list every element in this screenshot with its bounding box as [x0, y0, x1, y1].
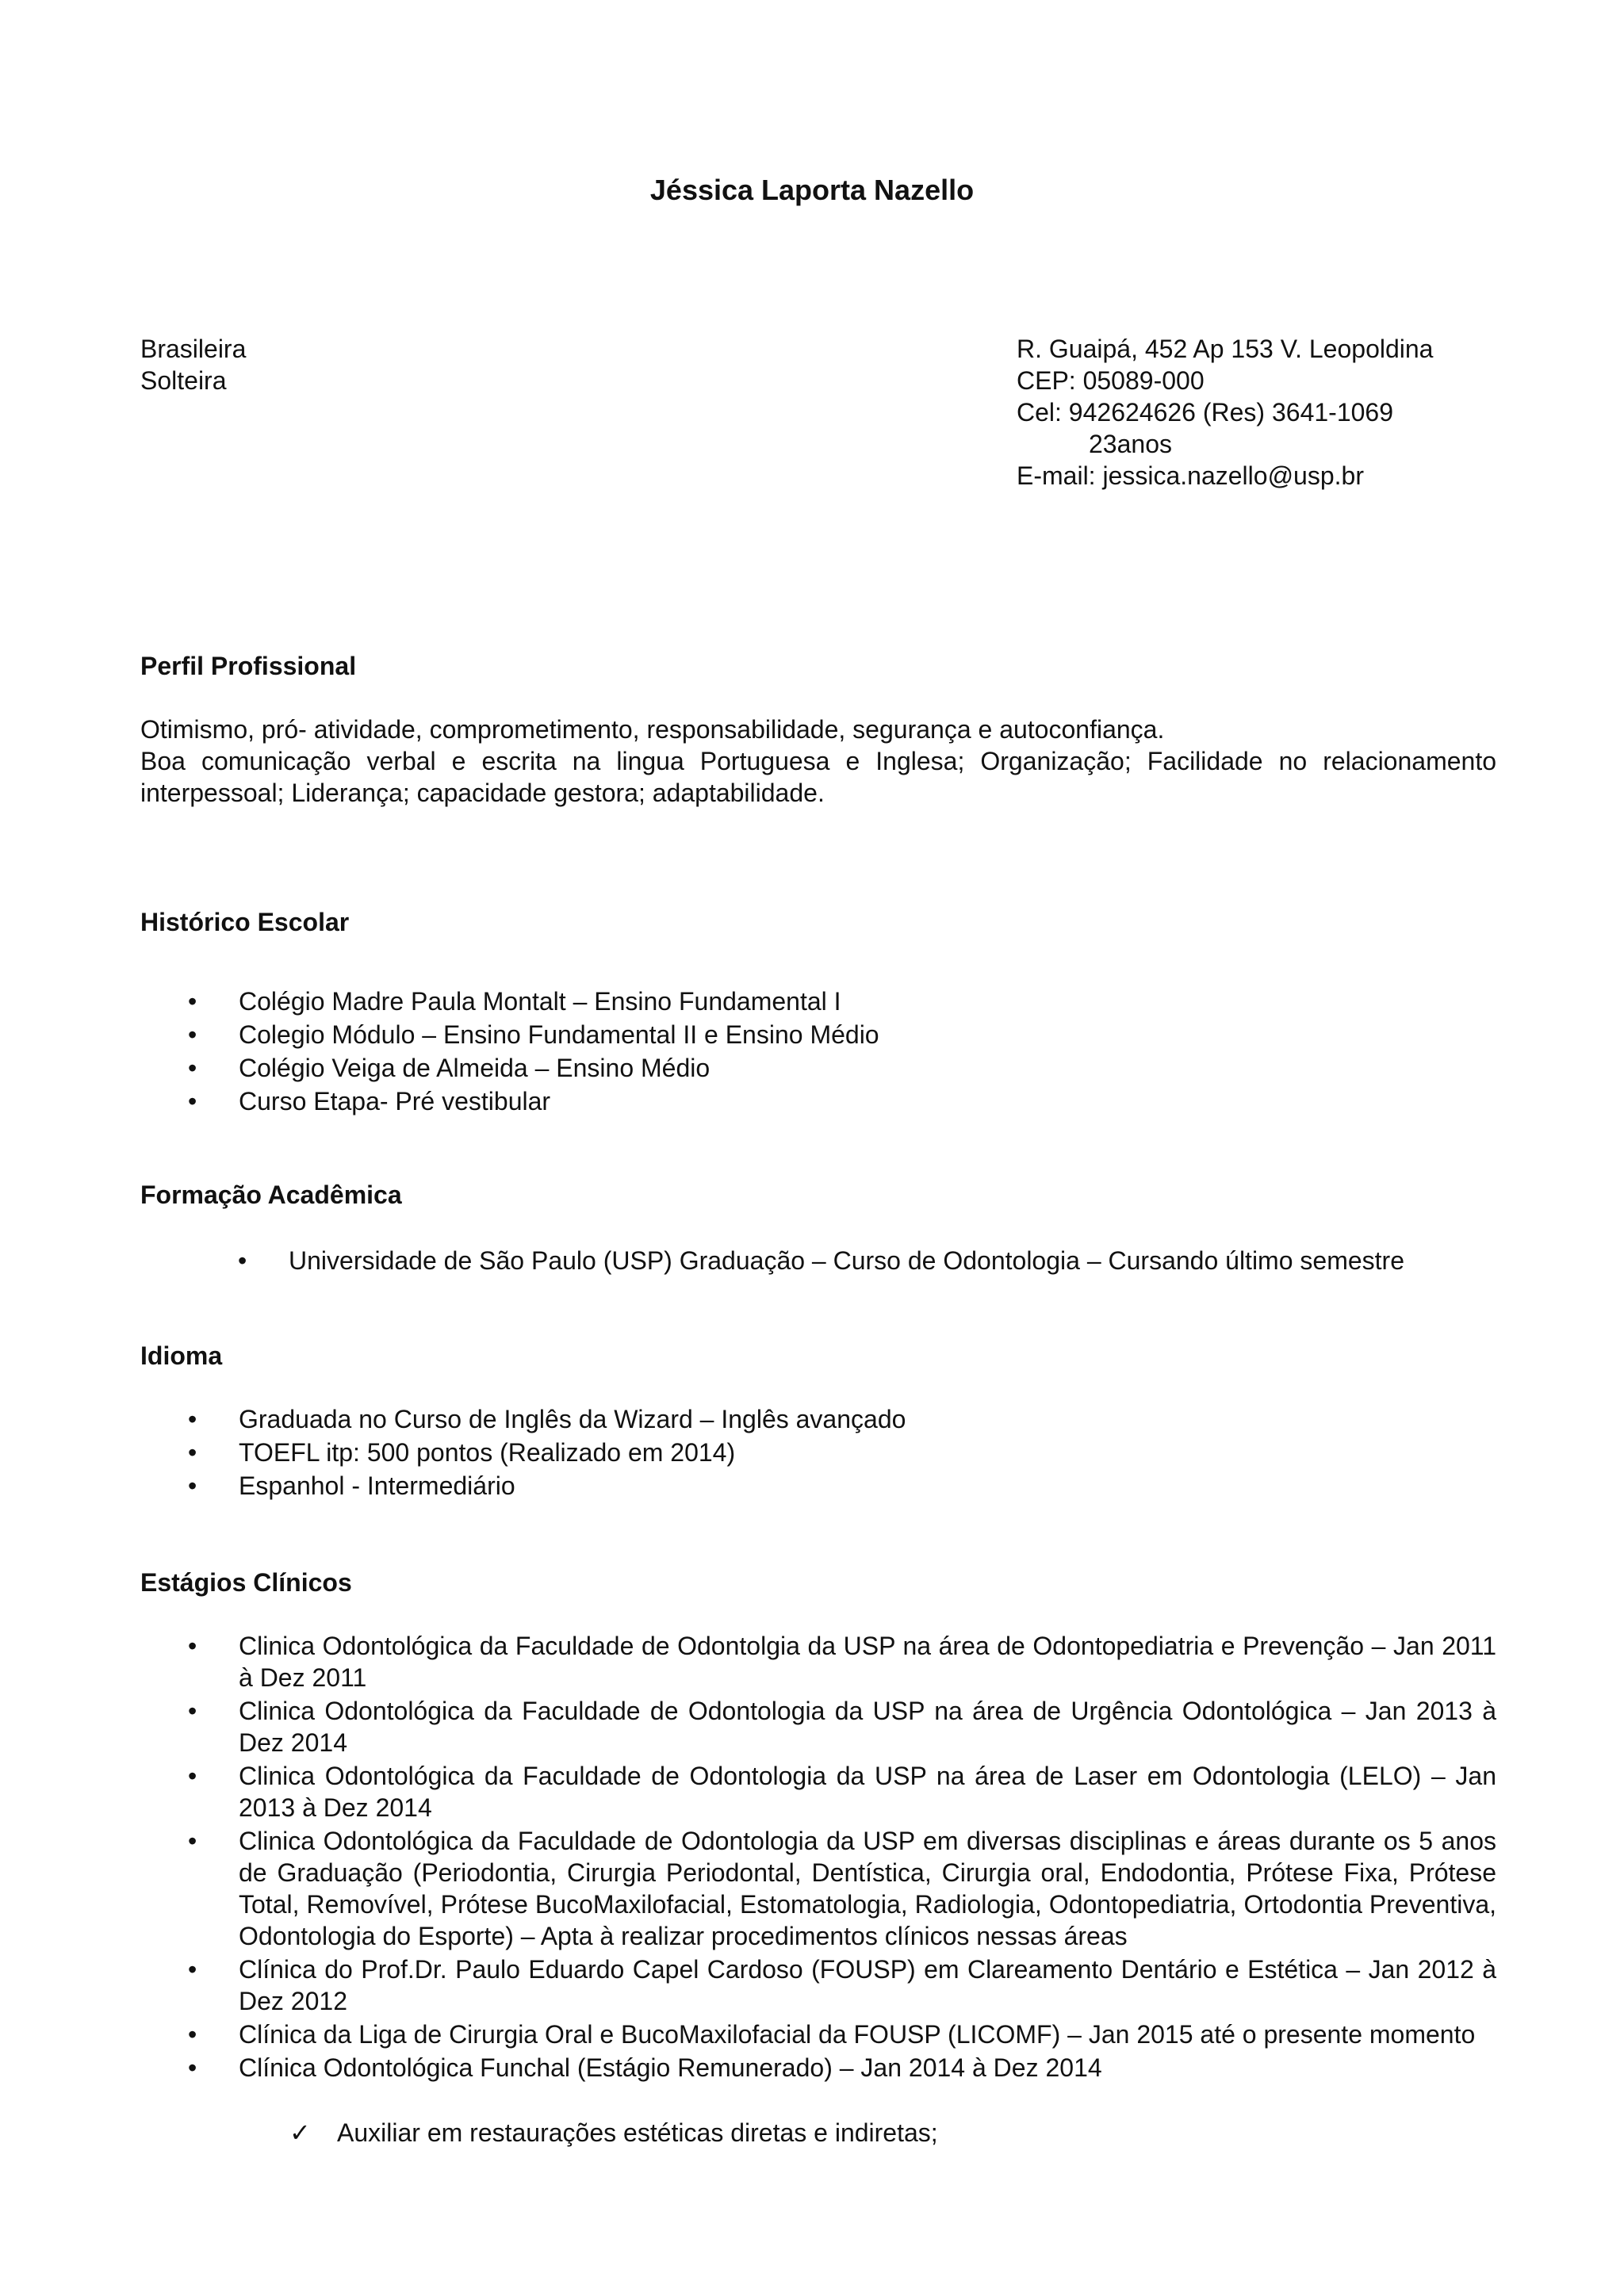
- internships-list: [140, 1630, 1496, 2085]
- bullet-icon: •: [188, 1762, 197, 1790]
- age: 23anos: [1089, 430, 1172, 458]
- list-item: • TOEFL itp: 500 pontos (Realizado em 2014): [188, 1438, 736, 1467]
- internships-heading: Estágios Clínicos: [140, 1568, 352, 1597]
- address: R. Guaipá, 452 Ap 153 V. Leopoldina: [1017, 335, 1434, 363]
- school-list: [140, 985, 1496, 1119]
- subitem-text: Auxiliar em restaurações estéticas diretas e indiretas;: [337, 2118, 938, 2147]
- profile-text: [140, 714, 1496, 809]
- bullet-icon: •: [188, 1697, 197, 1725]
- list-item: • Espanhol - Intermediário: [188, 1471, 515, 1500]
- profile-heading: Perfil Profissional: [140, 652, 357, 680]
- marital-status: Solteira: [140, 366, 227, 395]
- personal-info: [140, 333, 246, 396]
- candidate-name: Jéssica Laporta Nazello: [649, 174, 975, 206]
- list-item: • Clinica Odontológica da Faculdade de Odontologia da USP em diversas disciplinas e áreas durante os 5 anos de Graduação (Periodontia, Cirurgia Periodontal, Dentística, Cirurgia oral, Endodontia, Prótese Fixa, Prótese Total, Removível, Prótese BucoMaxilofacial, Estomatologia, Radiologia, Odontopediatria, Ortodontia Preventiva, Odontologia do Esporte) – Apta à realizar procedimentos clínicos nessas áreas: [188, 1827, 1496, 1950]
- bullet-icon: •: [188, 1405, 197, 1433]
- language-list: [140, 1403, 1496, 1503]
- list-item: • Universidade de São Paulo (USP) Graduação – Curso de Odontologia – Cursando último semestre: [238, 1246, 1404, 1275]
- bullet-icon: •: [188, 1054, 197, 1082]
- bullet-icon: •: [188, 1087, 197, 1115]
- bullet-icon: •: [188, 1438, 197, 1467]
- cep: CEP: 05089-000: [1017, 366, 1205, 395]
- bullet-icon: •: [188, 1955, 197, 1984]
- bullet-icon: •: [188, 1827, 197, 1855]
- bullet-icon: •: [188, 1471, 197, 1500]
- contact-info: [1017, 333, 1433, 492]
- list-item: • Colégio Madre Paula Montalt – Ensino Fundamental I: [188, 987, 841, 1016]
- list-item: • Clinica Odontológica da Faculdade de Odontologia da USP na área de Laser em Odontologia (LELO) – Jan 2013 à Dez 2014: [188, 1762, 1496, 1822]
- list-item: • Graduada no Curso de Inglês da Wizard – Inglês avançado: [188, 1405, 906, 1433]
- bullet-icon: •: [188, 987, 197, 1016]
- internship-subitem: [289, 2117, 938, 2149]
- language-heading: Idioma: [140, 1341, 223, 1370]
- academic-heading: Formação Acadêmica: [140, 1181, 402, 1209]
- bullet-icon: •: [188, 1632, 197, 1660]
- list-item: • Clínica do Prof.Dr. Paulo Eduardo Capel Cardoso (FOUSP) em Clareamento Dentário e Estética – Jan 2012 à Dez 2012: [188, 1955, 1496, 2015]
- school-heading: Histórico Escolar: [140, 908, 350, 936]
- profile-line: Boa comunicação verbal e escrita na lingua Portuguesa e Inglesa; Organização; Facilidade no relacionamento interpessoal; Liderança; capacidade gestora; adaptabilidade.: [140, 747, 1496, 807]
- bullet-icon: •: [188, 2020, 197, 2049]
- list-item: • Clinica Odontológica da Faculdade de Odontolgia da USP na área de Odontopediatria e Prevenção – Jan 2011 à Dez 2011: [188, 1632, 1496, 1692]
- phone: Cel: 942624626 (Res) 3641-1069: [1017, 398, 1393, 427]
- list-item: • Clínica da Liga de Cirurgia Oral e BucoMaxilofacial da FOUSP (LICOMF) – Jan 2015 até o presente momento: [188, 2020, 1476, 2049]
- email: E-mail: jessica.nazello@usp.br: [1017, 461, 1364, 490]
- bullet-icon: •: [238, 1246, 247, 1275]
- nationality: Brasileira: [140, 335, 247, 363]
- profile-line: Otimismo, pró- atividade, comprometimento, responsabilidade, segurança e autoconfiança.: [140, 715, 1165, 744]
- list-item: • Clinica Odontológica da Faculdade de Odontologia da USP na área de Urgência Odontológica – Jan 2013 à Dez 2014: [188, 1697, 1496, 1757]
- list-item: • Clínica Odontológica Funchal (Estágio Remunerado) – Jan 2014 à Dez 2014: [188, 2053, 1102, 2082]
- academic-list: [190, 1245, 1496, 1278]
- list-item: • Colegio Módulo – Ensino Fundamental II e Ensino Médio: [188, 1020, 879, 1049]
- checkmark-icon: ✓: [289, 2118, 311, 2147]
- list-item: • Curso Etapa- Pré vestibular: [188, 1087, 551, 1115]
- bullet-icon: •: [188, 2053, 197, 2082]
- bullet-icon: •: [188, 1020, 197, 1049]
- list-item: • Colégio Veiga de Almeida – Ensino Médio: [188, 1054, 710, 1082]
